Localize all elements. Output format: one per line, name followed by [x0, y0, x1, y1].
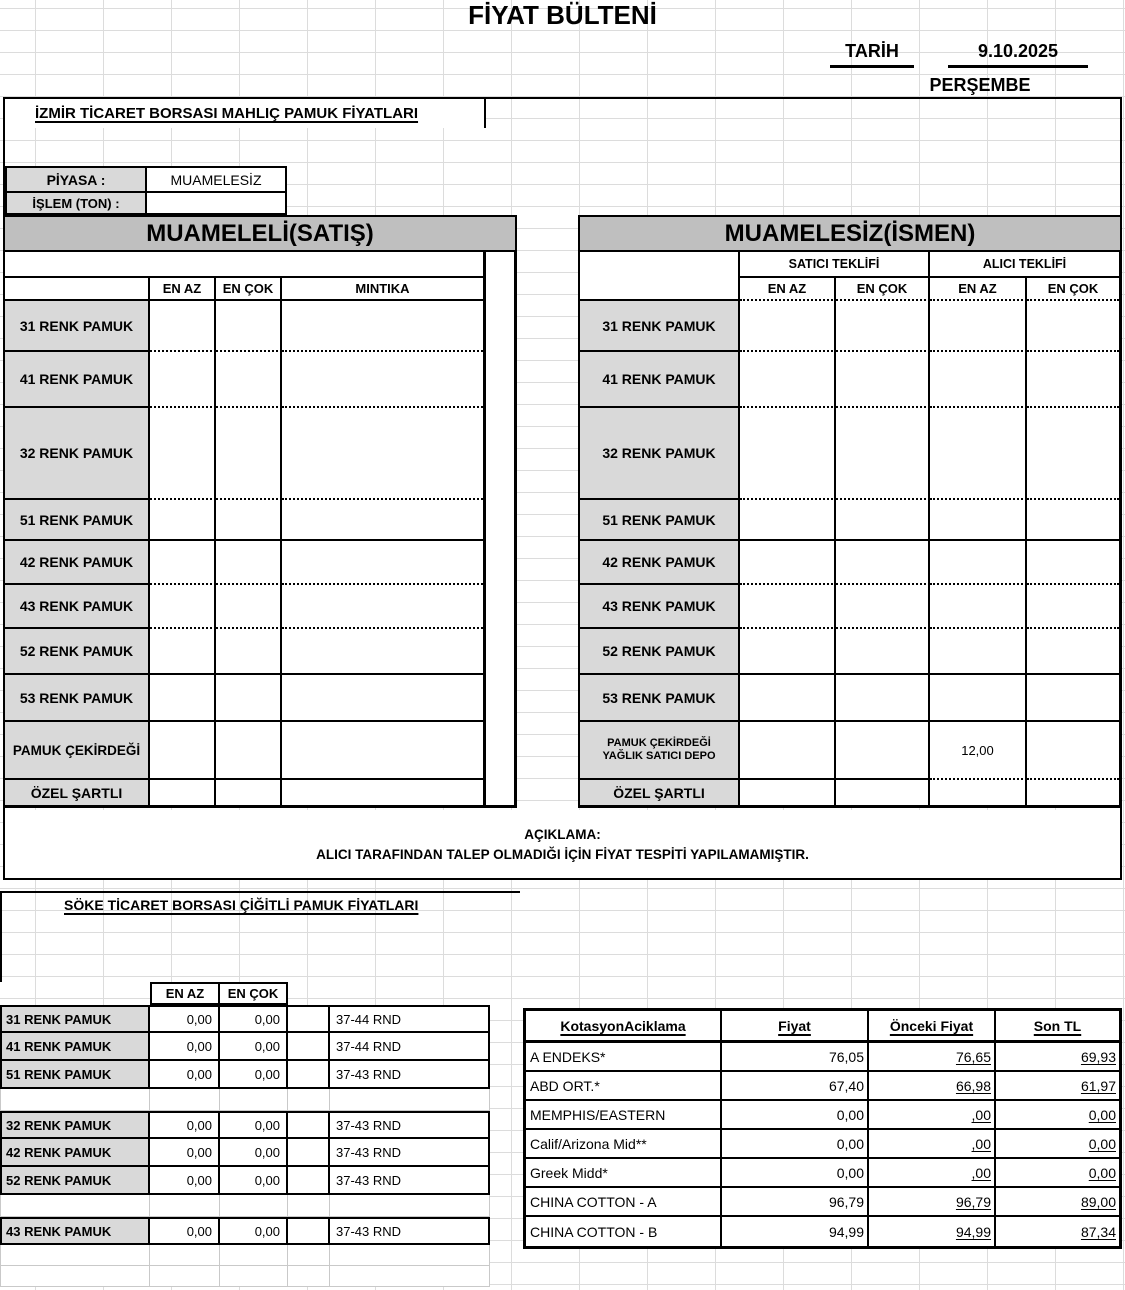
row-label: 53 RENK PAMUK	[580, 675, 740, 722]
row-label: 51 RENK PAMUK	[5, 500, 150, 541]
col-header-mintika: MINTIKA	[282, 278, 483, 301]
kotasyon-label: Calif/Arizona Mid**	[526, 1130, 722, 1159]
cell-enaz	[150, 408, 216, 500]
cell-mintika: 37-43 RND	[330, 1167, 490, 1195]
spacer-row	[5, 252, 483, 278]
soke-table	[0, 1005, 490, 1287]
row-label: 52 RENK PAMUK	[5, 629, 150, 675]
row-label: 52 RENK PAMUK	[0, 1167, 150, 1195]
header-text: Önceki Fiyat	[889, 1017, 974, 1034]
cell-enaz	[150, 629, 216, 675]
value-text: ,00	[971, 1106, 991, 1123]
cell-encok	[216, 352, 282, 408]
kotasyon-label: CHINA COTTON - A	[526, 1188, 722, 1217]
cell-enaz: 0,00	[150, 1139, 220, 1167]
gap-cell	[288, 1195, 330, 1217]
cell-encok	[216, 585, 282, 629]
cell-alici-encok	[1027, 408, 1119, 500]
row-label: ÖZEL ŞARTLI	[580, 780, 740, 805]
kotasyon-onceki	[869, 1101, 996, 1130]
cell-enaz: 0,00	[150, 1005, 220, 1033]
row-label: 42 RENK PAMUK	[580, 541, 740, 585]
cell-enaz	[150, 541, 216, 585]
soke-section-box	[0, 891, 520, 982]
cell-encok	[216, 675, 282, 722]
value-text: 66,98	[955, 1077, 991, 1094]
cell-alici-enaz	[930, 301, 1027, 352]
cell-alici-encok	[1027, 629, 1119, 675]
row-label: 32 RENK PAMUK	[0, 1111, 150, 1139]
page-title: FİYAT BÜLTENİ	[468, 0, 657, 30]
muamelesiz-table-title: MUAMELESİZ(İSMEN)	[578, 215, 1122, 252]
cell-satici-enaz	[740, 780, 836, 805]
kotasyon-label: CHINA COTTON - B	[526, 1217, 722, 1246]
kotasyon-fiyat: 0,00	[722, 1101, 869, 1130]
cell-encok: 0,00	[220, 1167, 288, 1195]
date-value: 9.10.2025	[948, 38, 1088, 68]
cell-alici-enaz	[930, 585, 1027, 629]
cell-alici-encok	[1027, 352, 1119, 408]
piyasa-value: MUAMELESİZ	[147, 166, 287, 193]
cell-enaz: 0,00	[150, 1217, 220, 1245]
aciklama-heading: AÇIKLAMA:	[524, 826, 601, 842]
kotasyon-header-fiyat	[722, 1011, 869, 1043]
cell-mintika: 37-43 RND	[330, 1061, 490, 1089]
row-label: 42 RENK PAMUK	[5, 541, 150, 585]
group-header-satici: SATICI TEKLİFİ	[740, 252, 930, 278]
cell-enaz: 0,00	[150, 1111, 220, 1139]
soke-heading-text: SÖKE TİCARET BORSASI ÇİĞİTLİ PAMUK FİYATLARI	[64, 897, 419, 913]
cell-alici-enaz	[930, 780, 1027, 805]
value-text: 0,00	[1088, 1135, 1116, 1152]
date-label: TARİH	[830, 38, 914, 68]
empty-cell	[288, 1061, 330, 1089]
cell-alici-enaz	[930, 675, 1027, 722]
izmir-heading-text: İZMİR TİCARET BORSASI MAHLIÇ PAMUK FİYATLARI	[35, 105, 419, 122]
cell-alici-enaz	[930, 352, 1027, 408]
kotasyon-fiyat: 94,99	[722, 1217, 869, 1246]
gap-cell	[330, 1089, 490, 1111]
blank-cell	[0, 1245, 150, 1266]
cell-alici-encok	[1027, 675, 1119, 722]
row-label: 31 RENK PAMUK	[0, 1005, 150, 1033]
col-header-satici-enaz: EN AZ	[740, 278, 836, 301]
cell-satici-encok	[836, 722, 930, 780]
kotasyon-label: ABD ORT.*	[526, 1072, 722, 1101]
gap-cell	[0, 1195, 150, 1217]
blank-cell	[330, 1266, 490, 1287]
cell-satici-enaz	[740, 500, 836, 541]
spacer-cell	[580, 252, 740, 278]
cell-encok: 0,00	[220, 1033, 288, 1061]
kotasyon-header-onceki	[869, 1011, 996, 1043]
cell-alici-encok	[1027, 585, 1119, 629]
cell-alici-encok	[1027, 500, 1119, 541]
cell-satici-enaz	[740, 629, 836, 675]
blank-cell	[220, 1266, 288, 1287]
corner-cell	[580, 278, 740, 301]
cell-mintika	[282, 301, 483, 352]
kotasyon-table	[523, 1008, 1122, 1249]
kotasyon-sontl	[996, 1130, 1119, 1159]
blank-cell	[220, 1245, 288, 1266]
kotasyon-onceki	[869, 1217, 996, 1246]
izmir-section-heading	[5, 99, 486, 128]
header-text: Son TL	[1033, 1017, 1082, 1034]
empty-cell	[288, 1217, 330, 1245]
cell-mintika: 37-44 RND	[330, 1033, 490, 1061]
cell-satici-enaz	[740, 352, 836, 408]
kotasyon-sontl	[996, 1043, 1119, 1072]
aciklama-section	[5, 810, 1120, 878]
value-text: 0,00	[1088, 1164, 1116, 1181]
cell-mintika	[282, 500, 483, 541]
row-label: 43 RENK PAMUK	[5, 585, 150, 629]
value-text: 89,00	[1080, 1193, 1116, 1210]
cell-satici-encok	[836, 541, 930, 585]
cell-mintika	[282, 675, 483, 722]
cell-enaz	[150, 500, 216, 541]
cell-enaz	[150, 301, 216, 352]
muameleli-table	[3, 252, 486, 808]
kotasyon-onceki	[869, 1188, 996, 1217]
cell-encok	[216, 500, 282, 541]
blank-cell	[288, 1266, 330, 1287]
cell-satici-enaz	[740, 301, 836, 352]
header-text: Fiyat	[778, 1017, 811, 1034]
cell-satici-encok	[836, 408, 930, 500]
cell-enaz	[150, 675, 216, 722]
row-label: 52 RENK PAMUK	[580, 629, 740, 675]
empty-cell	[288, 1005, 330, 1033]
cell-encok: 0,00	[220, 1217, 288, 1245]
blank-cell	[288, 1245, 330, 1266]
cell-satici-encok	[836, 301, 930, 352]
col-header-satici-encok: EN ÇOK	[836, 278, 930, 301]
gap-cell	[220, 1089, 288, 1111]
kotasyon-onceki	[869, 1130, 996, 1159]
kotasyon-fiyat: 0,00	[722, 1130, 869, 1159]
soke-col-header-encok: EN ÇOK	[220, 982, 288, 1005]
kotasyon-onceki	[869, 1072, 996, 1101]
cell-encok	[216, 629, 282, 675]
value-text: ,00	[971, 1164, 991, 1181]
cell-mintika	[282, 780, 483, 805]
value-text: ,00	[971, 1135, 991, 1152]
cell-mintika	[282, 408, 483, 500]
blank-cell	[150, 1245, 220, 1266]
row-label: PAMUK ÇEKİRDEĞİ	[5, 722, 150, 780]
kotasyon-sontl	[996, 1101, 1119, 1130]
row-label: 42 RENK PAMUK	[0, 1139, 150, 1167]
row-label: 31 RENK PAMUK	[580, 301, 740, 352]
col-header-enaz: EN AZ	[150, 278, 216, 301]
row-label: 43 RENK PAMUK	[0, 1217, 150, 1245]
row-label: 41 RENK PAMUK	[580, 352, 740, 408]
muamelesiz-table	[578, 252, 1122, 808]
kotasyon-fiyat: 67,40	[722, 1072, 869, 1101]
kotasyon-label: Greek Midd*	[526, 1159, 722, 1188]
piyasa-label: PİYASA :	[5, 166, 147, 193]
cell-alici-enaz	[930, 541, 1027, 585]
cell-alici-encok	[1027, 301, 1119, 352]
value-text: 69,93	[1080, 1048, 1116, 1065]
row-label: 32 RENK PAMUK	[580, 408, 740, 500]
empty-cell	[288, 1167, 330, 1195]
cell-encok	[216, 722, 282, 780]
kotasyon-onceki	[869, 1043, 996, 1072]
cell-satici-encok	[836, 585, 930, 629]
gap-cell	[330, 1195, 490, 1217]
cell-mintika	[282, 585, 483, 629]
row-label: 32 RENK PAMUK	[5, 408, 150, 500]
cell-enaz	[150, 722, 216, 780]
blank-cell	[330, 1245, 490, 1266]
row-label: 41 RENK PAMUK	[0, 1033, 150, 1061]
cell-alici-enaz	[930, 629, 1027, 675]
cell-mintika	[282, 541, 483, 585]
row-label-line2: YAĞLIK SATICI DEPO	[602, 750, 716, 762]
cell-mintika: 37-43 RND	[330, 1111, 490, 1139]
row-label-line1: PAMUK ÇEKİRDEĞİ	[607, 737, 711, 749]
gap-cell	[150, 1089, 220, 1111]
group-header-alici: ALICI TEKLİFİ	[930, 252, 1119, 278]
cell-encok: 0,00	[220, 1139, 288, 1167]
row-label: 31 RENK PAMUK	[5, 301, 150, 352]
value-text: 76,65	[955, 1048, 991, 1065]
gap-cell	[0, 1089, 150, 1111]
cell-encok	[216, 780, 282, 805]
cell-encok: 0,00	[220, 1061, 288, 1089]
blank-cell	[150, 1266, 220, 1287]
empty-cell	[288, 1033, 330, 1061]
cell-satici-encok	[836, 500, 930, 541]
kotasyon-sontl	[996, 1072, 1119, 1101]
cell-satici-enaz	[740, 585, 836, 629]
cell-satici-encok	[836, 629, 930, 675]
islem-ton-value	[147, 193, 287, 215]
col-header-encok: EN ÇOK	[216, 278, 282, 301]
cell-enaz	[150, 780, 216, 805]
cell-encok	[216, 408, 282, 500]
kotasyon-header-aciklama	[526, 1011, 722, 1043]
blank-cell	[0, 1266, 150, 1287]
value-text: 61,97	[1080, 1077, 1116, 1094]
cell-satici-enaz	[740, 722, 836, 780]
cell-satici-encok	[836, 780, 930, 805]
islem-ton-label: İŞLEM (TON) :	[5, 193, 147, 215]
cell-enaz: 0,00	[150, 1033, 220, 1061]
row-label: ÖZEL ŞARTLI	[5, 780, 150, 805]
value-text: 96,79	[955, 1193, 991, 1210]
cell-mintika	[282, 629, 483, 675]
cell-encok	[216, 301, 282, 352]
kotasyon-fiyat: 76,05	[722, 1043, 869, 1072]
kotasyon-fiyat: 96,79	[722, 1188, 869, 1217]
value-text: 0,00	[1088, 1106, 1116, 1123]
col-header-alici-enaz: EN AZ	[930, 278, 1027, 301]
cell-encok: 0,00	[220, 1111, 288, 1139]
cell-mintika: 37-43 RND	[330, 1217, 490, 1245]
cell-encok: 0,00	[220, 1005, 288, 1033]
aciklama-text: ALICI TARAFINDAN TALEP OLMADIĞI İÇİN FİYAT TESPİTİ YAPILAMAMIŞTIR.	[316, 846, 809, 862]
value-text: 87,34	[1080, 1223, 1116, 1240]
kotasyon-onceki	[869, 1159, 996, 1188]
cell-enaz: 0,00	[150, 1061, 220, 1089]
divider-strip	[486, 252, 517, 808]
date-day: PERŞEMBE	[929, 74, 1031, 95]
kotasyon-label: A ENDEKS*	[526, 1043, 722, 1072]
kotasyon-sontl	[996, 1188, 1119, 1217]
row-label: 43 RENK PAMUK	[580, 585, 740, 629]
gap-cell	[288, 1089, 330, 1111]
cell-satici-encok	[836, 675, 930, 722]
cell-enaz	[150, 352, 216, 408]
empty-cell	[288, 1111, 330, 1139]
cell-mintika	[282, 722, 483, 780]
cell-alici-enaz: 12,00	[930, 722, 1027, 780]
kotasyon-sontl	[996, 1217, 1119, 1246]
row-label: 53 RENK PAMUK	[5, 675, 150, 722]
soke-heading	[2, 893, 520, 913]
row-label: 41 RENK PAMUK	[5, 352, 150, 408]
cell-mintika: 37-43 RND	[330, 1139, 490, 1167]
cell-mintika: 37-44 RND	[330, 1005, 490, 1033]
cell-enaz	[150, 585, 216, 629]
cell-alici-enaz	[930, 500, 1027, 541]
row-label: 51 RENK PAMUK	[0, 1061, 150, 1089]
cell-satici-enaz	[740, 675, 836, 722]
cell-encok	[216, 541, 282, 585]
cell-alici-encok	[1027, 541, 1119, 585]
corner-cell	[5, 278, 150, 301]
kotasyon-fiyat: 0,00	[722, 1159, 869, 1188]
empty-cell	[288, 1139, 330, 1167]
cell-satici-enaz	[740, 408, 836, 500]
cell-satici-encok	[836, 352, 930, 408]
muameleli-table-title: MUAMELELİ(SATIŞ)	[3, 215, 517, 252]
soke-col-header-enaz: EN AZ	[150, 982, 220, 1005]
cell-satici-enaz	[740, 541, 836, 585]
header-text: KotasyonAciklama	[560, 1017, 686, 1034]
cell-alici-enaz	[930, 408, 1027, 500]
value-text: 94,99	[955, 1223, 991, 1240]
cell-enaz: 0,00	[150, 1167, 220, 1195]
col-header-alici-encok: EN ÇOK	[1027, 278, 1119, 301]
cell-alici-encok	[1027, 780, 1119, 805]
cell-alici-encok	[1027, 722, 1119, 780]
kotasyon-header-sontl	[996, 1011, 1119, 1043]
gap-cell	[150, 1195, 220, 1217]
row-label: 51 RENK PAMUK	[580, 500, 740, 541]
row-label-pamuk-cekirdegi	[580, 722, 740, 780]
cell-mintika	[282, 352, 483, 408]
gap-cell	[220, 1195, 288, 1217]
kotasyon-label: MEMPHIS/EASTERN	[526, 1101, 722, 1130]
kotasyon-sontl	[996, 1159, 1119, 1188]
